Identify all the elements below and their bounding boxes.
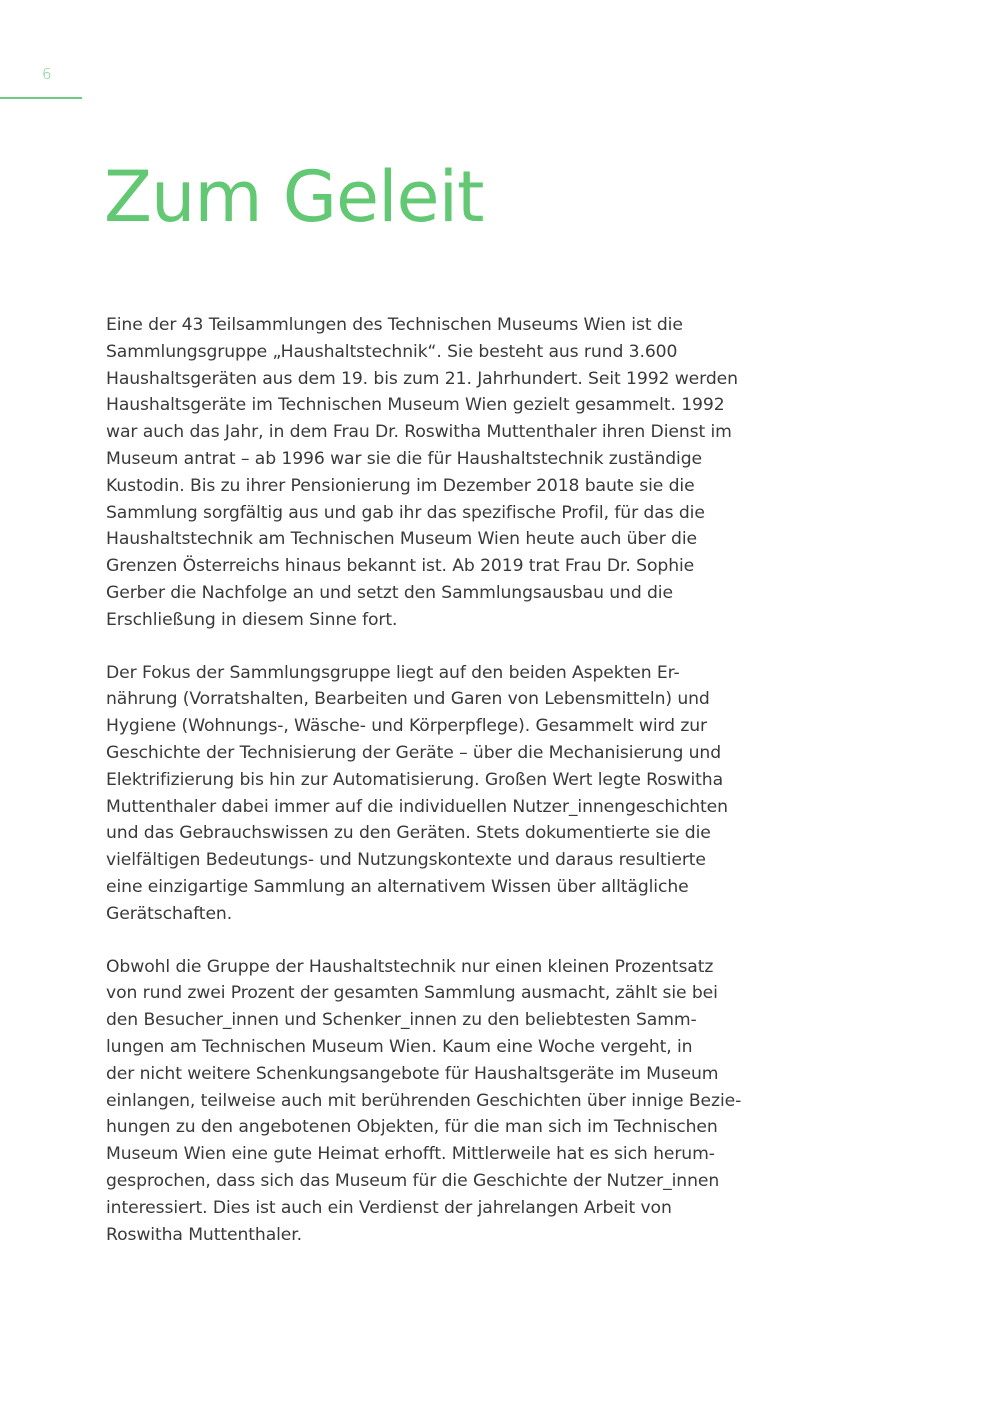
text-line: Hygiene (Wohnungs-, Wäsche- und Körperpflege). Gesammelt wird zur [106,716,708,737]
text-line: nährung (Vorratshalten, Bearbeiten und Garen von Lebensmitteln) und [106,689,710,710]
text-line: Gerätschaften. [106,903,233,924]
text-line: Haushaltsgeräten aus dem 19. bis zum 21. Jahrhundert. Seit 1992 werden [106,368,738,389]
text-line: der nicht weitere Schenkungsangebote für Haushaltsgeräte im Museum [106,1063,719,1084]
text-line: Museum antrat – ab 1996 war sie die für Haushaltstechnik zuständige [106,448,703,469]
text-line: Gerber die Nachfolge an und setzt den Sammlungsausbau und die [106,582,673,603]
text-line: eine einzigartige Sammlung an alternativem Wissen über alltägliche [106,876,689,897]
text-line: Muttenthaler dabei immer auf die individuellen Nutzer_innengeschichten [106,796,728,817]
text-line: war auch das Jahr, in dem Frau Dr. Roswitha Muttenthaler ihren Dienst im [106,422,732,443]
text-line: den Besucher_innen und Schenker_innen zu den beliebtesten Samm- [106,1010,697,1031]
text-line: vielfältigen Bedeutungs- und Nutzungskontexte und daraus resultierte [106,850,706,871]
text-line: Roswitha Muttenthaler. [106,1224,303,1245]
text-line: lungen am Technischen Museum Wien. Kaum eine Woche vergeht, in [106,1036,693,1057]
text-line: Eine der 43 Teilsammlungen des Technischen Museums Wien ist die [106,315,683,335]
text-line: interessiert. Dies ist auch ein Verdienst der jahrelangen Arbeit von [106,1197,672,1218]
text-line: einlangen, teilweise auch mit berührenden Geschichten über innige Bezie- [106,1090,742,1111]
text-line: Erschließung in diesem Sinne fort. [106,609,398,630]
page-number-rule [0,97,82,99]
text-line: hungen zu den angebotenen Objekten, für die man sich im Technischen [106,1117,718,1138]
paragraph-2 [106,660,768,928]
text-line: Haushaltstechnik am Technischen Museum Wien heute auch über die [106,529,697,550]
paragraph-3 [106,954,768,1249]
text-line: Sammlungsgruppe „Haushaltstechnik“. Sie besteht aus rund 3.600 [106,341,678,362]
text-line: von rund zwei Prozent der gesamten Sammlung ausmacht, zählt sie bei [106,983,718,1004]
text-line: Haushaltsgeräte im Technischen Museum Wien gezielt gesammelt. 1992 [106,395,725,416]
text-line: Kustodin. Bis zu ihrer Pensionierung im Dezember 2018 baute sie die [106,475,695,496]
text-line: Geschichte der Technisierung der Geräte – über die Mechanisierung und [106,742,722,763]
body-text [106,312,768,1274]
text-line: Grenzen Österreichs hinaus bekannt ist. Ab 2019 trat Frau Dr. Sophie [106,556,695,577]
text-line: gesprochen, dass sich das Museum für die Geschichte der Nutzer_innen [106,1170,720,1191]
text-line: Elektrifizierung bis hin zur Automatisierung. Großen Wert legte Roswitha [106,769,724,790]
paragraph-1 [106,312,768,634]
text-line: Sammlung sorgfältig aus und gab ihr das spezifische Profil, für das die [106,502,705,523]
text-line: Museum Wien eine gute Heimat erhofft. Mittlerweile hat es sich herum- [106,1144,715,1165]
text-line: Der Fokus der Sammlungsgruppe liegt auf den beiden Aspekten Er- [106,662,680,683]
page-number: 6 [42,65,52,83]
text-line: und das Gebrauchswissen zu den Geräten. Stets dokumentierte sie die [106,823,711,844]
page-title: Zum Geleit [104,156,484,238]
text-line: Obwohl die Gruppe der Haushaltstechnik nur einen kleinen Prozentsatz [106,956,714,977]
